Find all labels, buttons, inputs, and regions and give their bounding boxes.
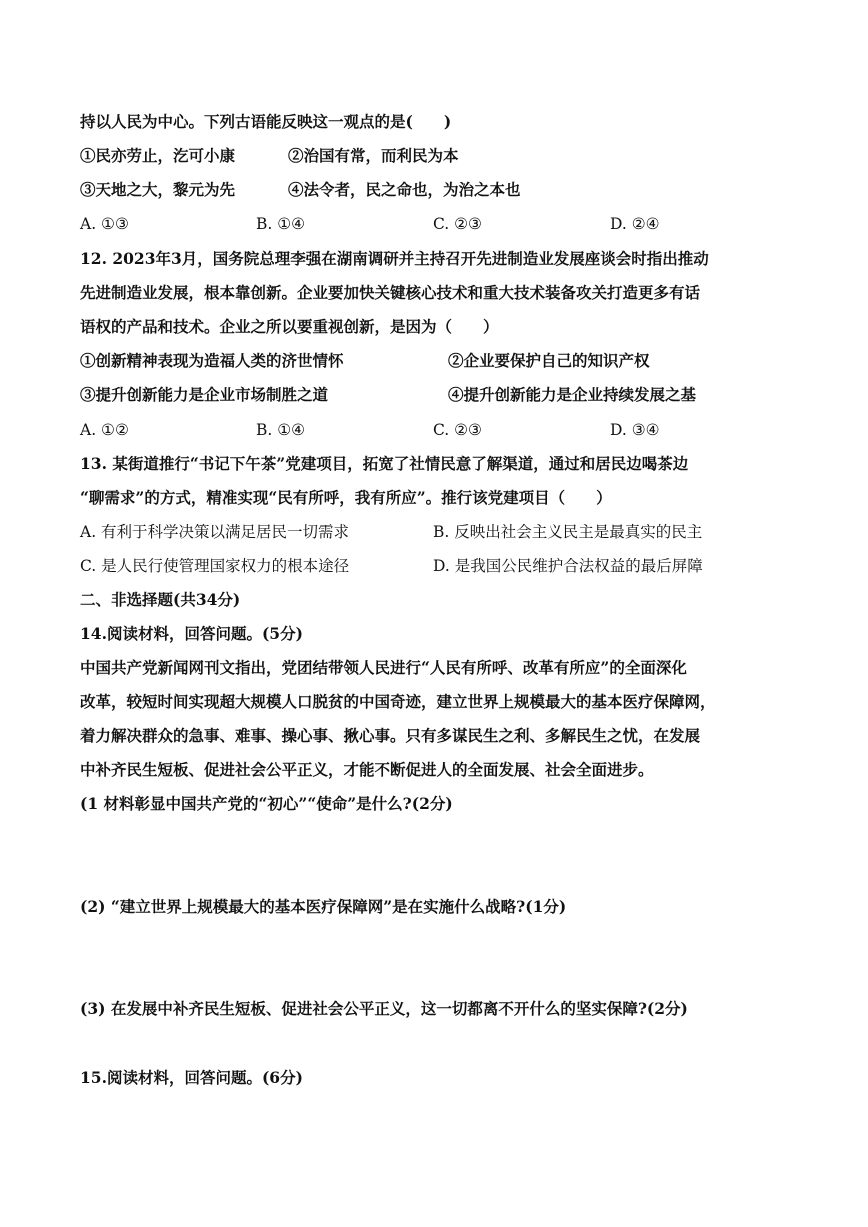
q12-option-d: D. ③④ — [610, 421, 660, 439]
q11-item-4: ④法令者，民之命也，为治之本也 — [288, 180, 521, 199]
section-heading: 二、非选择题(共34分) — [80, 590, 241, 609]
q11-item-2: ②治国有常，而利民为本 — [288, 146, 459, 165]
q13-option-b: B. 反映出社会主义民主是最真实的民主 — [433, 523, 703, 541]
q12-option-a: A. ①② — [80, 421, 129, 439]
q12-line-1: 12. 2023年3月，国务院总理李强在湖南调研并主持召开先进制造业发展座谈会时指出推动 — [80, 249, 709, 268]
q14-material-line-3: 着力解决群众的急事、难事、操心事、揪心事。只有多谋民生之利、多解民生之忧，在发展 — [80, 726, 701, 745]
q12-item-4: ④提升创新能力是企业持续发展之基 — [448, 385, 697, 404]
q12-item-3: ③提升创新能力是企业市场制胜之道 — [80, 385, 329, 404]
q12-item-1: ①创新精神表现为造福人类的济世情怀 — [80, 351, 344, 370]
q11-stem-tail: 持以人民为中心。下列古语能反映这一观点的是( ) — [80, 112, 452, 131]
q12-item-2: ②企业要保护自己的知识产权 — [448, 351, 650, 370]
q14-material-line-2: 改革，较短时间实现超大规模人口脱贫的中国奇迹，建立世界上规模最大的基本医疗保障网， — [80, 692, 716, 711]
q11-option-b: B. ①④ — [256, 215, 306, 233]
q11-option-a: A. ①③ — [80, 215, 129, 233]
q14-material-line-1: 中国共产党新闻网刊文指出，党团结带领人民进行“人民有所呼、改革有所应”的全面深化 — [80, 658, 687, 677]
q13-option-d: D. 是我国公民维护合法权益的最后屏障 — [433, 557, 703, 575]
q12-line-3: 语权的产品和技术。企业之所以要重视创新，是因为（ ） — [80, 317, 499, 336]
q13-line-2: “聊需求”的方式，精准实现“民有所呼，我有所应”。推行该党建项目（ ） — [80, 488, 612, 507]
q12-option-b: B. ①④ — [256, 421, 306, 439]
q11-item-1: ①民亦劳止，汔可小康 — [80, 146, 236, 165]
q12-line-2: 先进制造业发展，根本靠创新。企业要加快关键核心技术和重大技术装备攻关打造更多有话 — [80, 283, 701, 302]
q11-option-c: C. ②③ — [433, 215, 482, 233]
q11-item-3: ③天地之大，黎元为先 — [80, 180, 236, 199]
q13-option-c: C. 是人民行使管理国家权力的根本途径 — [80, 557, 350, 575]
q14-sub-question-1: (1 材料彰显中国共产党的“初心”“使命”是什么?(2分) — [80, 794, 453, 813]
q14-title: 14.阅读材料，回答问题。(5分) — [80, 624, 303, 643]
q14-material-line-4: 中补齐民生短板、促进社会公平正义，才能不断促进人的全面发展、社会全面进步。 — [80, 760, 654, 779]
q13-option-a: A. 有利于科学决策以满足居民一切需求 — [80, 523, 350, 541]
q14-sub-question-3: (3) 在发展中补齐民生短板、促进社会公平正义，这一切都离不开什么的坚实保障?(2分) — [80, 999, 688, 1018]
q12-option-c: C. ②③ — [433, 421, 482, 439]
q11-option-d: D. ②④ — [610, 215, 660, 233]
q14-sub-question-2: (2) “建立世界上规模最大的基本医疗保障网”是在实施什么战略?(1分) — [80, 897, 567, 916]
q15-title: 15.阅读材料，回答问题。(6分) — [80, 1068, 303, 1087]
q13-line-1: 13. 某街道推行“书记下午茶”党建项目，拓宽了社情民意了解渠道，通过和居民边喝茶边 — [80, 454, 689, 473]
